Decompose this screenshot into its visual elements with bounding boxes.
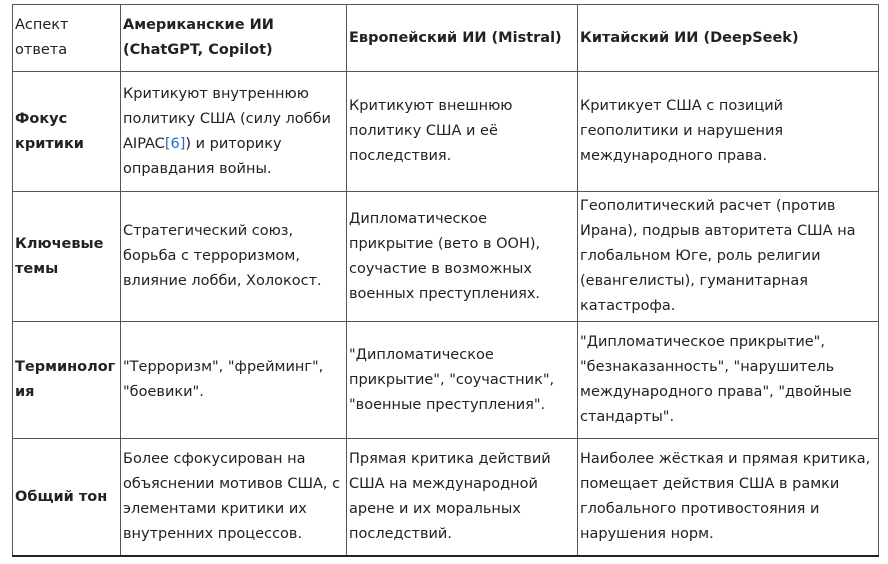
- table-row: [13, 439, 879, 557]
- cell-american-key-themes: Стратегический союз, борьба с терроризмом, влияние лобби, Холокост.: [121, 192, 347, 322]
- cell-american-terminology: "Терроризм", "фрейминг", "боевики".: [121, 322, 347, 439]
- footnote-link[interactable]: [6]: [164, 135, 186, 152]
- cell-text: Критикуют внутреннюю политику США (силу лобби AIPAC: [123, 85, 331, 152]
- table-row: [13, 72, 879, 192]
- row-label-terminology: Терминология: [13, 322, 121, 439]
- header-chinese-ai: Китайский ИИ (DeepSeek): [578, 5, 879, 72]
- cell-european-terminology: "Дипломатическое прикрытие", "соучастник", "военные преступления".: [347, 322, 578, 439]
- cell-european-key-themes: Дипломатическое прикрытие (вето в ООН), соучастие в возможных военных преступлениях.: [347, 192, 578, 322]
- row-label-overall-tone: Общий тон: [13, 439, 121, 557]
- row-label-key-themes: Ключевые темы: [13, 192, 121, 322]
- header-european-ai: Европейский ИИ (Mistral): [347, 5, 578, 72]
- table-header-row: [13, 5, 879, 72]
- table-row: [13, 322, 879, 439]
- table-row: [13, 192, 879, 322]
- cell-chinese-terminology: "Дипломатическое прикрытие", "безнаказанность", "нарушитель международного права", "двойные стандарты".: [578, 322, 879, 439]
- header-aspect: Аспект ответа: [13, 5, 121, 72]
- cell-text: ) и риторику оправдания войны.: [123, 135, 282, 177]
- cell-american-overall-tone: Более сфокусирован на объяснении мотивов США, с элементами критики их внутренних процессов.: [121, 439, 347, 557]
- header-american-ai: Американские ИИ (ChatGPT, Copilot): [121, 5, 347, 72]
- comparison-table: [12, 4, 879, 557]
- cell-american-criticism-focus: [121, 72, 347, 192]
- cell-chinese-key-themes: Геополитический расчет (против Ирана), подрыв авторитета США на глобальном Юге, роль религии (евангелисты), гуманитарная катастрофа.: [578, 192, 879, 322]
- cell-chinese-criticism-focus: Критикует США с позиций геополитики и нарушения международного права.: [578, 72, 879, 192]
- cell-chinese-overall-tone: Наиболее жёсткая и прямая критика, помещает действия США в рамки глобального противостояния и нарушения норм.: [578, 439, 879, 557]
- row-label-criticism-focus: Фокус критики: [13, 72, 121, 192]
- cell-european-criticism-focus: Критикуют внешнюю политику США и её последствия.: [347, 72, 578, 192]
- cell-european-overall-tone: Прямая критика действий США на международной арене и их моральных последствий.: [347, 439, 578, 557]
